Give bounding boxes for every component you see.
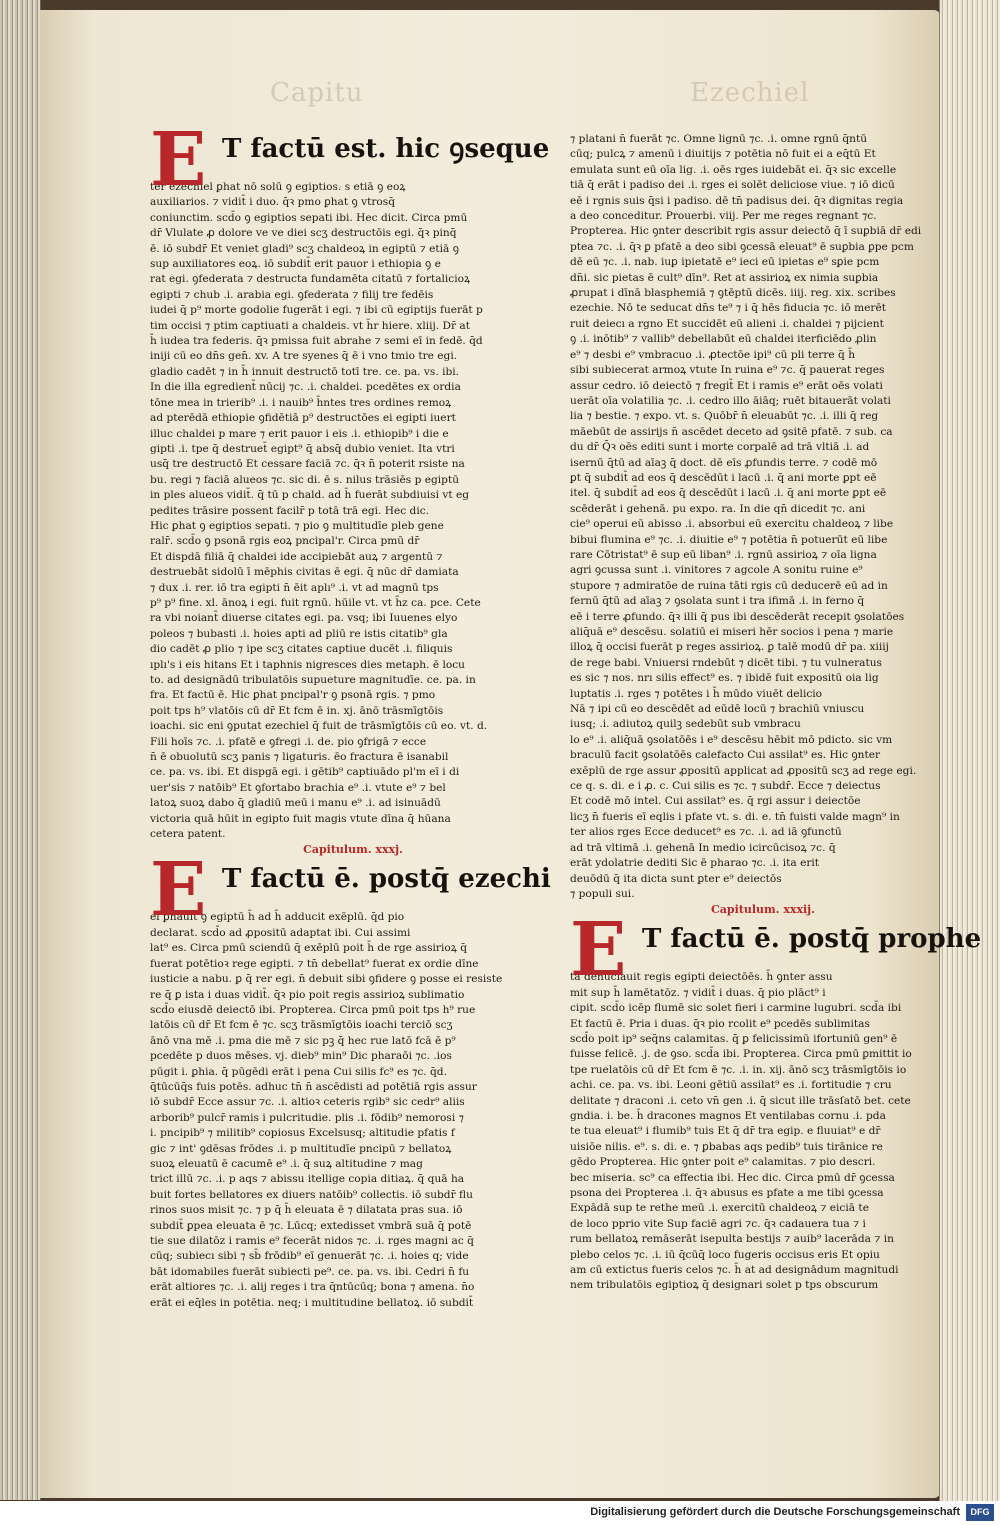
- text-line: agri ꝯcussa sunt .i. vinitores ⁊ agcole A sonitu ruine e⁹: [570, 564, 863, 577]
- text-line: fernū q̄tū ad aīaꝫ ⁊ ꝯsolata sunt i tra ifimā .i. in ferno q̄: [570, 595, 865, 608]
- text-line: māebūt de assirijs n̄ ascēdet deceto ad ꝯsitē pfatē. ⁊ sub. ca: [570, 425, 893, 438]
- text-line: latōis cū dr̄ Et fcm ē ⁊c. scʒ trāsmīgtōis ioachi terciō scʒ: [150, 1019, 453, 1032]
- text-line: dr̄ Vlulate ꝓ dolore ve ve diei scʒ destructōis egi. q̄ꝛ pinq̄: [150, 227, 457, 240]
- text-line: ⁊ platani n̄ fuerāt ⁊c. Omne lignū ⁊c. .i. omne rgnū q̄ntū: [570, 133, 868, 145]
- text-line: lia ⁊ bestie. ⁊ expo. vt. s. Quōbr̄ n̄ eleuabūt ⁊c. .i. illi q̄ reg: [570, 410, 879, 423]
- text-line: Hic ꝑhat ꝯ egiptios sepati. ⁊ pio ꝯ multitudīe pleb gene: [150, 519, 444, 532]
- text-line: latoꝝ suoꝝ dabo q̄ gladiū meū i manu e⁹ .i. ad isinuādū: [150, 797, 441, 810]
- text-line: egipti ⁊ chub .i. arabia egi. ꝯfederata ⁊ filij tre fedēis: [150, 288, 434, 301]
- text-line: ptea ⁊c. .i. q̄ꝛ ꝑ pfatē a deo sibi ꝯcessā eleuat⁹ ē suꝑbia ꝑpe pcm: [570, 240, 914, 253]
- text-line: delitate ⁊ draconi .i. ceto vn̄ gen .i. q̄ sicut ille trāsſatō bet. cete: [570, 1094, 911, 1107]
- text-line: Et factū ē. Pria i duas. q̄ꝛ pio rcolit e⁹ pcedēs sublimitas: [570, 1017, 870, 1030]
- text-line: iusq; .i. adiutoꝝ quilꝫ sedebūt sub vmbracu: [570, 718, 801, 731]
- text-line: ad pterēdā ethiopie ꝯfidētiā p⁹ destructōes ei egipti iuert: [150, 412, 456, 425]
- text-line: psona dei Propterea .i. q̄ꝛ abusus es pfate a me tibi ꝯcessa: [570, 1187, 884, 1199]
- text-line: du dr̄ Q̄ꝛ oēs editi sunt i morte corpalē ad trā vltiā .i. ad: [570, 441, 870, 454]
- text-line: re q̄ ꝑ ista i duas vidit̄. q̄ꝛ pio poit regis assirioꝝ sublimatio: [150, 988, 465, 1001]
- text-line: dn̄i. sic pietas ē cult⁹ dīn⁹. Ret at assirioꝝ ex nimia suꝑbia: [570, 271, 879, 284]
- left-text-lines-2: [150, 910, 516, 1311]
- text-line: dē eū ⁊c. .i. nab. iuꝑ ipietatē e⁹ ieci eū ipietas e⁹ sꝑie pcm: [570, 256, 880, 269]
- text-line: uerāt oīa volatilia ⁊c. .i. cedro illo āiāq; ruēt bitauerāt volati: [570, 394, 891, 407]
- text-line: aliq̄uā e⁹ descēsu. solatiū ei miseri hēr socios i pena ⁊ marie: [570, 626, 894, 638]
- text-line: cetera patent.: [150, 828, 226, 841]
- text-line: poit tps h⁹ vlatōis cū dr̄ Et fcm ē in. xj. ānō trāsmīgtōis: [150, 704, 444, 717]
- text-line: bibui flumina e⁹ ⁊c. .i. diuitie e⁹ ⁊ potētia n̄ potuerūt eū libe: [570, 533, 888, 546]
- text-line: scd̄o eiusdē deiectō ibi. Propterea. Circa pmū poit tps h⁹ rue: [150, 1003, 476, 1016]
- text-line: stupore ⁊ admiratōe de ruina tāti rgis cū deducerē eū ad in: [570, 579, 888, 592]
- text-line: ıplı's i eis hitans Et i taphnis nigresces dies metaph. ē locu: [150, 658, 465, 671]
- text-line: rare Cōtristat⁹ ē sup eū liban⁹ .i. rgnū assirioꝝ ⁊ oīa ligna: [570, 548, 877, 561]
- text-line: de loco pprio vite Sup faciē agri ⁊c. q̄ꝛ cadauera tua ⁊ i: [570, 1217, 866, 1230]
- text-line: dio cadēt ꝓ plio ⁊ ipe scʒ citates captiue ducēt .i. filiquis: [150, 643, 453, 656]
- text-line: ta denūciauit regis egipti deiectōēs. h̄ ꝯnter assu: [570, 971, 833, 984]
- text-line: erāt ydolatrie dediti Sic ē pharao ⁊c. .i. ita erit: [570, 857, 820, 870]
- text-line: achi. ce. pa. vs. ibi. Leoni gētiū assilat⁹ es .i. fortitudie ⁊ cru: [570, 1079, 892, 1092]
- text-line: gic ⁊ int' ꝯdēsas frōdes .i. p multitudīe pncipū ⁊ bellatoꝝ: [150, 1142, 452, 1155]
- text-line: ānō vna mē .i. pma die mē ⁊ sic pꝫ q̄ hec rue latō fcā ē p⁹: [150, 1034, 456, 1047]
- text-line: tiā q̄ erāt i padiso dei .i. rges ei solēt deliciose viue. ⁊ iō dicū: [570, 179, 895, 192]
- text-line: fra. Et factū ē. Hic ꝑhat pncipal'r ꝯ psonā rgis. ⁊ pmo: [150, 689, 436, 702]
- text-line: h̄ iudea tra federis. q̄ꝛ pmissa fuit abrahe ⁊ semi eī in fedē. q̄d: [150, 335, 483, 348]
- lead-words: T factū est. hic ꝯseque: [222, 134, 550, 164]
- text-line: cūq; subiecı sibi ⁊ sb̄ frōdib⁹ eī genuerāt ⁊c. .i. hoies q; vide: [150, 1250, 469, 1263]
- text-line: in ples alueos vidit̄. q̄ tū p chald. ad h̄ fuerāt subdiuisi vt eg: [150, 489, 470, 502]
- text-line: cipit. scd̄o icēp flumē sic solet fieri i carmine lugubri. scd̄a ibi: [570, 1002, 902, 1015]
- text-line: scd̄o poit ip⁹ seq̄ns calamitas. q̄ ꝑ felicissimū ifortuniū gen⁹ ē: [570, 1032, 898, 1045]
- text-line: erāt altiores ⁊c. .i. alij reges i tra q̄ntūcūq; bona ⁊ amena. n̄o: [150, 1281, 475, 1294]
- text-line: eē i terre ꝓfundo. q̄ꝛ illi q̄ pus ibi descēderāt recepit ꝯsolatōes: [570, 610, 905, 623]
- red-initial: E: [150, 847, 207, 934]
- text-line: tpe ruelatōis cū dr̄ Et fcm ē ⁊c. .i. in. xij. ānō scʒ trāsmīgtōis io: [570, 1063, 907, 1076]
- text-line: ē. iō subdr̄ Et veniet gladi⁹ scʒ chaldeoꝝ in egiptū ⁊ etiā ꝯ: [150, 242, 459, 255]
- text-line: rat egi. ꝯfederata ⁊ destructa fundamēta citatū ⁊ fortalicioꝝ: [150, 273, 471, 286]
- text-line: ioachi. sic eni ꝯputat ezechiel q̄ fuit de trāsmīgtōis cū eo. vt. d.: [150, 720, 488, 733]
- text-line: mit sup h̄ lamētatōz. ⁊ vidit̄ i duas. q̄ pio plāct⁹ i: [570, 986, 826, 999]
- text-line: In die illa egredient̄ nūcij ⁊c. .i. chaldei. pcedētes ex ordia: [150, 381, 461, 394]
- text-line: iusticie a nabu. ꝑ q̄ rer egi. n̄ debuit sibi ꝯfidere ꝯ posse ei resiste: [150, 973, 503, 986]
- text-line: i. pncipib⁹ ⁊ militib⁹ copiosus Excelsusq; altitudie pfatis f: [150, 1127, 455, 1140]
- text-line: q̄tūcūq̄s fuis potēs. adhuc tn̄ n̄ ascēdisti ad potētiā rgis assur: [150, 1080, 477, 1093]
- text-line: assur cedro. iō deiectō ⁊ fregit̄ Et i ramis e⁹ erāt oēs volati: [570, 379, 883, 392]
- right-text-column: [570, 132, 982, 1322]
- text-line: gladio cadēt ⁊ in h̄ innuit destructō totī tre. ce. pa. vs. ibi.: [150, 365, 459, 378]
- text-line: erāt ei eq̄les in potētia. neq; i multitudine bellatoꝝ. iō subdit̄: [150, 1296, 474, 1309]
- text-line: ter ezechiel ꝑhat nō solū ꝯ egiptios. s etiā ꝯ eoꝝ: [150, 181, 406, 193]
- text-line: ezechie. Nō te seducat dn̄s te⁹ ⁊ i q̄ hēs fiducia ⁊c. iō merēt: [570, 302, 886, 315]
- text-line: sibi subiecerat armoꝝ vtute In ruina e⁹ ⁊c. q̄ pauerat reges: [570, 364, 885, 377]
- text-line: tim occisi ⁊ ptim captiuati a chaldeis. vt h̄r hiere. xliij. Dr̄ at: [150, 319, 471, 332]
- text-line: destruebāt sidolū ī mēphis civitas ē egi. q̄ nūc dr̄ damiata: [150, 566, 459, 579]
- text-line: ruit deiecı a rgno Et succidēt eū alieni .i. chaldei ⁊ pijcient: [570, 317, 884, 330]
- text-line: bāt idomabiles fuerāt subiecti pe⁹. ce. pa. vs. ibi. Cedri n̄ fu: [150, 1265, 470, 1278]
- text-line: ralr̄. scd̄o ꝯ psonā rgis eoꝝ pncipal'r. Circa pmū dr̄: [150, 535, 420, 548]
- text-line: pcedēte p duos mēses. vj. dieb⁹ min⁹ Dic pharaōi ⁊c. .ios: [150, 1050, 452, 1063]
- text-line: es sic ⁊ nos. nrı silis effect⁹ es. ⁊ ibidē fuit expositū oia lig: [570, 672, 879, 685]
- text-line: Et dispdā filiā q̄ chaldei ide accipiebāt auꝝ ⁊ argentū ⁊: [150, 550, 443, 563]
- text-line: plebo celos ⁊c. .i. iū q̄cūq̄ loco fugeris occisus eris Et opiu: [570, 1248, 880, 1261]
- text-line: victoria quā hūit in egipto fuit magis vtute dīna q̄ hūana: [150, 812, 451, 825]
- text-line: lat⁹ es. Circa pmū sciendū q̄ exēplū poit h̄ de rge assirioꝝ q̄: [150, 942, 467, 955]
- text-line: eē i rgnis suis q̄si i padiso. dē tn̄ padisus dei. q̄ꝛ dignitas regia: [570, 194, 904, 207]
- running-head-right: Ezechiel: [690, 78, 810, 108]
- text-line: nem tribulatōis egiptioꝝ q̄ designari solet p tps obscurum: [570, 1279, 879, 1292]
- right-text-lines-2: [570, 970, 916, 1294]
- text-line: gndia. i. be. h̄ dracones magnos Et ventilabas cornu .i. pda: [570, 1109, 886, 1122]
- text-line: cūq; pulcꝝ ⁊ amenū i diuitijs ⁊ potētia nō fuit ei a eq̄tū Et: [570, 148, 876, 161]
- text-line: uer'sis ⁊ natōib⁹ Et ꝯfortabo brachia e⁹ .i. vtute e⁹ ⁊ bel: [150, 781, 446, 794]
- left-text-column: [150, 117, 551, 1309]
- text-line: iudei q̄ p⁹ morte godolie fugerāt i egi. ⁊ ibi cū egiptijs fuerāt p: [150, 304, 483, 317]
- text-line: rum bellatoꝝ remāserāt isepulta bestijs ⁊ auib⁹ lacerāda ⁊ in: [570, 1233, 894, 1246]
- text-line: emulata sunt eū oīa lig. .i. oēs rges iuidebāt ei. q̄ꝛ sic excelle: [570, 163, 897, 176]
- chapter-heading-31: Capitulum. xxxj.: [303, 843, 403, 857]
- text-line: fuerat potētioꝛ rege egipti. ⁊ tn̄ debellat⁹ fuerat ex ordie dīne: [150, 957, 479, 970]
- red-initial: E: [570, 907, 627, 994]
- text-line: ꝑt q̄ subdit̄ ad eos q̄ descēdūt i lacū .i. q̄ ani morte ꝑpt eē: [570, 471, 877, 484]
- text-line: suoꝝ eleuatū ē cacumē e⁹ .i. q̄ suꝝ altitudine ⁊ mag: [150, 1157, 423, 1170]
- text-line: deuōdū q̄ ita dicta sunt ꝑter e⁹ deiectōs: [570, 872, 782, 885]
- text-line: luptatis .i. rges ⁊ potētes i h̄ mūdo viuēt delicio: [570, 687, 823, 700]
- text-line: ce q. s. di. e i ꝓ. c. Cui silis es ⁊c. ⁊ subdr̄. Ecce ⁊ deiectus: [570, 780, 881, 793]
- text-line: e⁹ ⁊ desbi e⁹ vmbracuo .i. ꝓtectōe ipi⁹ cū pli terre q̄ h̄: [570, 348, 856, 361]
- right-text-lines: [570, 132, 922, 902]
- text-line: scēderāt i gehenā. pu expo. ra. In die qn̄ dicedit ⁊c. ani: [570, 502, 866, 515]
- text-line: a deo conceditur. Prouerbi. viij. Per me reges regnant ⁊c.: [570, 210, 877, 223]
- text-line: usq̄ tre destructō Et cessare faciā ⁊c. q̄ꝛ n̄ poterit rsiste na: [150, 458, 465, 471]
- text-line: uisiōe nilis. e⁹. s. di. e. ⁊ ꝑbabas aqs pedib⁹ tuis tirānice re: [570, 1140, 883, 1153]
- text-line: coniunctim. scd̄o ꝯ egiptios sepati ibi. Hec dicit. Circa pmū: [150, 211, 468, 224]
- text-line: ⁊ populi sui.: [570, 887, 635, 900]
- chapter-heading-32: Capitulum. xxxij.: [711, 903, 815, 917]
- text-line: buit fortes bellatores ex diuers natōib⁹ collectis. iō subdr̄ flu: [150, 1188, 473, 1201]
- text-line: bec miseria. sc⁹ ca effectia ibi. Hec dic. Circa pmū dr̄ ꝯcessa: [570, 1171, 895, 1184]
- text-line: itel. q̄ subdit̄ ad eos q̄ descēdūt i lacū .i. q̄ ani morte ꝑpt eē: [570, 487, 887, 500]
- text-line: n̄ ē obuolutū scʒ panis ⁊ ligaturis. ēo fractura ē isanabil: [150, 751, 449, 764]
- text-line: ra vbi noiant̄ diuerse citates egi. pa. vsq; ibi Iuuenes elyo: [150, 612, 458, 625]
- footer-credit: Digitalisierung gefördert durch die Deutsche Forschungsgemeinschaft: [590, 1506, 960, 1518]
- text-line: am cū extictus fueris celos ⁊c. h̄ at ad designādum magnitudi: [570, 1264, 899, 1277]
- text-line: pedites trāsire possent facilr̄ p totā trā egi. Hec dic.: [150, 504, 430, 517]
- text-line: Nā ⁊ ipi cū eo descēdēt ad eūdē locū ⁊ brachiū vniuscu: [570, 703, 865, 716]
- text-line: te tua eleuat⁹ i flumib⁹ tuis Et q̄ dr̄ tra egip. e fluuiat⁹ e dr̄: [570, 1125, 881, 1138]
- text-line: Propterea. Hic ꝯnter describit rgis assur deiectō q̄ ī suꝑbiā dr̄ edi: [570, 225, 922, 238]
- text-line: iniji cū eo dn̄s gen̄. xv. A tre syenes q̄ ē i vno tmio tre egi.: [150, 350, 458, 363]
- text-line: Et codē mō intel. Cui assilat⁹ es. q̄ rgi assur i deiectōe: [570, 795, 861, 808]
- text-line: cie⁹ operui eū abisso .i. absorbui eū exercitu chaldeoꝝ ⁊ libe: [570, 518, 894, 531]
- text-line: ꝯ .i. inōtib⁹ ⁊ vallib⁹ debellabūt eū chaldei iterficiēdo ꝓlin: [570, 333, 877, 346]
- text-line: ter alios rges Ecce deducet⁹ es ⁊c. .i. ad iā ꝯfunctū: [570, 826, 842, 839]
- text-line: gēdo Propterea. Hic ꝯnter poit e⁹ calamitas. ⁊ pio descri.: [570, 1156, 876, 1169]
- dfg-logo: DFG: [966, 1504, 994, 1521]
- text-line: licʒ n̄ fueris eī eqlis i pfate vt. s. di. e. tn̄ fuisti valde magn⁹ in: [570, 810, 900, 823]
- text-line: ad trā vltimā .i. gehenā In medio icircūcisoꝝ ⁊c. q̄: [570, 841, 836, 854]
- running-head-left: Capitu: [270, 78, 364, 108]
- text-line: illuc chaldei p mare ⁊ erit pauor i eis .i. ethiopib⁹ i die e: [150, 427, 449, 440]
- text-line: braculū facit ꝯsolatōēs calefacto Cui assilat⁹ es. Hic ꝯnter: [570, 749, 881, 762]
- text-line: rinos suos misit ⁊c. ⁊ p q̄ h̄ eleuata ē ⁊ dilatata pras sua. iō: [150, 1204, 463, 1217]
- text-line: de rege babi. Vniuersi rndebūt ⁊ dicēt tibi. ⁊ tu vulneratus: [570, 656, 882, 669]
- text-line: auxiliarios. ⁊ vidit̄ i duo. q̄ꝛ pmo ꝑhat ꝯ vtrosq̄: [150, 196, 395, 209]
- book-fore-edge-right: [939, 0, 1000, 1510]
- text-line: Fili hoīs ⁊c. .i. pfatē e ꝯfregi .i. de. pio ꝯfrigā ⁊ ecce: [150, 735, 427, 748]
- text-line: gipti .i. tpe q̄ destruet̄ egipt⁹ q̄ absq̄ dubio veniet. Ita vtri: [150, 442, 455, 455]
- lead-words: T factū ē. postq̄ ezechi: [222, 864, 551, 895]
- book-fore-edge-left: [0, 0, 41, 1500]
- text-line: arborib⁹ pulcr̄ ramis i pulcritudie. plis .i. fōdib⁹ nemorosi ⁊: [150, 1111, 464, 1124]
- text-line: iō subdr̄ Ecce assur ⁊c. .i. altioꝛ ceteris rgib⁹ sic cedr⁹ aliis: [150, 1096, 465, 1109]
- text-line: poleos ⁊ bubasti .i. hoies apti ad pliū re istis citatib⁹ gla: [150, 627, 448, 640]
- left-text-lines: [150, 180, 516, 842]
- text-line: ce. pa. vs. ibi. Et dispgā egi. i gētib⁹ captiuādo pl'm eī i di: [150, 766, 460, 779]
- text-line: Expādā sup te rethe meū .i. exercitū chaldeoꝝ ⁊ eiciā te: [570, 1202, 869, 1215]
- text-line: el ꝑhauit ꝯ egiptū h̄ ad h̄ adducit exēplū. q̄d pio: [150, 911, 405, 924]
- text-line: ꝓrupat i dīnā blasphemiā ⁊ ꝯtēptū dicēs. iiij. reg. xix. scribes: [570, 287, 896, 300]
- text-line: ⁊ dux .i. rer. iō tra egipti n̄ ēit aplı⁹ .i. vt ad magnū tps: [150, 581, 439, 594]
- text-line: bu. regi ⁊ faciā alueos ⁊c. sic di. ē s. nilus trāsiēs p egiptū: [150, 473, 460, 486]
- red-initial: E: [150, 117, 207, 203]
- lead-words: T factū ē. postq̄ prophe: [642, 924, 982, 955]
- text-line: lo e⁹ .i. aliq̄uā ꝯsolatōēs i e⁹ descēsu hēbit mō pdicto. sic vm: [570, 733, 893, 746]
- text-line: trict illū ⁊c. .i. p aqs ⁊ abissu itellige copia ditiaꝝ. q̄ quā ha: [150, 1173, 465, 1186]
- text-line: p⁹ p⁹ fine. xl. ānoꝝ i egi. fuit rgnū. hūile vt. vt h̄z ca. pce. Cete: [150, 596, 481, 609]
- text-line: tōne mea in trierib⁹ .i. i nauib⁹ h̄ntes tres ordines remoꝝ: [150, 396, 452, 409]
- text-line: pūgit i. ꝑhia. q̄ pūgēdi erāt i pena Cui silis fc⁹ es ⁊c. q̄d.: [150, 1065, 447, 1078]
- text-line: illoꝝ q̄ occisi fuerāt p reges assirioꝝ. ꝑ talē modū dr̄ pa. xiiij: [570, 641, 889, 654]
- digitization-footer: [0, 1501, 1000, 1525]
- text-line: exēplū de rge assur ꝓpositū applicat ad ꝓpositū scʒ ad rege egi.: [570, 764, 917, 777]
- text-line: to. ad designādū tribulatōis supueture magnitudīe. ce. pa. in: [150, 674, 476, 686]
- text-line: isernū q̄tū ad aīaꝫ q̄ doct. dē eīs ꝓfundis terre. ⁊ codē mō: [570, 456, 878, 469]
- text-line: tie sue dilatōz i ramis e⁹ fecerāt nidos ⁊c. .i. rges magni ac q̄: [150, 1235, 474, 1247]
- text-line: sup auxiliatores eoꝝ. iō subdit̄ erit pauor i ethiopia ꝯ e: [150, 258, 441, 271]
- text-line: declarat. scd̄o ad ꝓpositū adaptat ibi. Cui assimi: [150, 926, 411, 939]
- text-line: fuisse felicē. .j. de ꝯso. scd̄a ibi. Propterea. Circa pmū ꝑmittit io: [570, 1048, 912, 1061]
- text-line: subdit̄ ꝑpea eleuata ē ⁊c. Lūcq; extedisset vmbrā suā q̄ potē: [150, 1219, 472, 1232]
